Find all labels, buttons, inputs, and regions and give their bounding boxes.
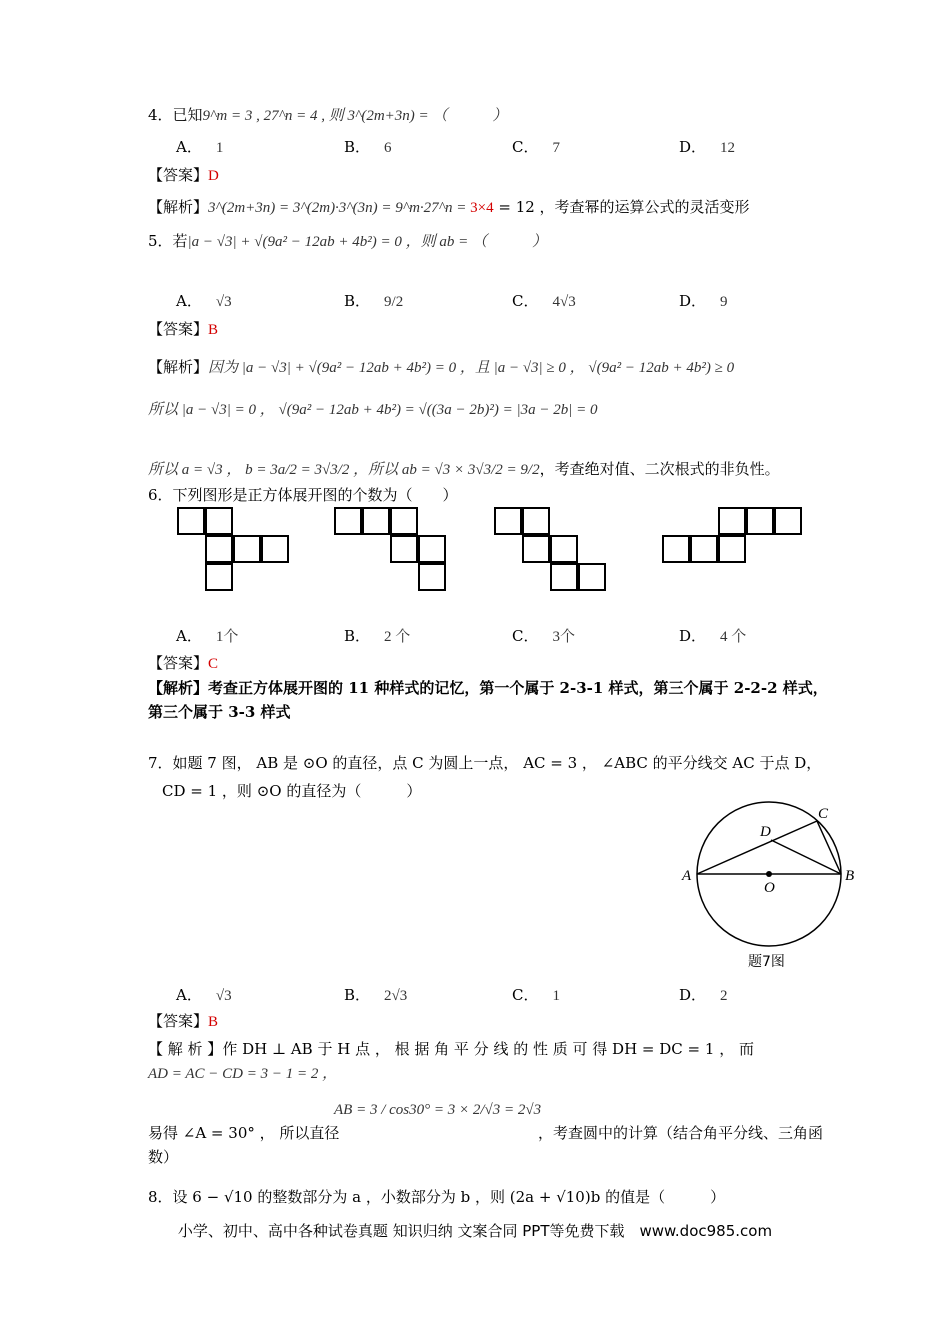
page-footer: 小学、初中、高中各种试卷真题 知识归纳 文案合同 PPT等免费下载 www.doc985.com [177,1222,773,1240]
q4-stem: 4．已知9^m = 3 , 27^n = 4 , 则 3^(2m+3n) = （ ） [148,106,508,124]
q7-option-d: D． 2 [679,986,728,1004]
q6-analysis-line1: 【解析】考查正方体展开图的 11 种样式的记忆，第一个属于 2-3-1 样式，第三个属于 2-2-2 样式， [148,679,828,697]
q8-stem: 8．设 6 − √10 的整数部分为 a ，小数部分为 b ，则 (2a + √10)b 的值是（ ） [148,1188,726,1206]
circle-figure [676,800,856,975]
q5-analysis-line1: 【解析】因为 |a − √3| + √(9a² − 12ab + 4b²) = 0 ，且 |a − √3| ≥ 0 ， √(9a² − 12ab + 4b²) ≥ 0 [148,358,735,376]
q7-stem-line1: 7．如题 7 图， AB 是 ⊙O 的直径，点 C 为圆上一点， AC = 3 ， ∠ABC 的平分线交 AC 于点 D， [148,754,822,772]
q7-analysis-formula: AB = 3 / cos30° = 3 × 2/√3 = 2√3 [334,1102,542,1118]
q7-analysis-line3: 易得 ∠A = 30° ， 所以直径 [148,1124,340,1142]
label-a: A [682,868,692,884]
figure-caption: 题7图 [748,954,785,970]
q7-answer: 【答案】B [148,1012,219,1030]
q7-stem-line2: CD = 1 ，则 ⊙O 的直径为（ ） [162,782,422,800]
q6-analysis-line2: 第三个属于 3-3 样式 [148,703,291,721]
q4-answer: 【答案】D [148,166,219,184]
q7-analysis-line4: 数） [148,1148,179,1166]
q5-option-b: B． 9/2 [344,292,404,310]
q7-analysis-line3-tail: ，考查圆中的计算（结合角平分线、三角函 [538,1124,824,1142]
q4-option-d: D． 12 [679,138,736,156]
q7-option-b: B． 2√3 [344,986,408,1004]
q4-option-a: A． 1 [176,138,224,156]
q4-option-c: C． 7 [512,138,560,156]
chord-ac [697,821,817,874]
q4-formula: 9^m = 3 , 27^n = 4 , 则 3^(2m+3n) = （ ） [202,108,508,124]
q6-stem: 6．下列图形是正方体展开图的个数为（ ） [148,486,458,504]
q6-option-c: C． 3个 [512,627,575,645]
q7-analysis-line2: AD = AC − CD = 3 − 1 = 2 ， [148,1066,338,1082]
q5-analysis-line2: 所以 |a − √3| = 0 ， √(9a² − 12ab + 4b²) = √((3a − 2b)²) = |3a − 2b| = 0 [148,402,598,418]
q7-analysis-line1: 【 解 析 】作 DH ⊥ AB 于 H 点 ， 根 据 角 平 分 线 的 性 质 可 得 DH = DC = 1 ， 而 [148,1040,754,1058]
q4-option-b: B． 6 [344,138,392,156]
chord-cb [817,821,841,874]
q5-option-c: C． 4√3 [512,292,576,310]
q6-answer: 【答案】C [148,654,219,672]
q5-stem: 5．若|a − √3| + √(9a² − 12ab + 4b²) = 0 ，则 ab = （ ） [148,232,547,250]
q4-analysis: 【解析】3^(2m+3n) = 3^(2m)·3^(3n) = 9^m·27^n = 3×4 = 12 ，考查幂的运算公式的灵活变形 [148,198,750,216]
q7-option-a: A． √3 [176,986,232,1004]
center-point-o [766,871,772,877]
q6-option-d: D． 4 个 [679,627,747,645]
q6-option-a: A． 1个 [176,627,239,645]
q5-answer: 【答案】B [148,320,219,338]
label-o: O [764,880,775,896]
bisector-bd [771,840,841,874]
q5-analysis-line3: 所以 a = √3 ， b = 3a/2 = 3√3/2 ，所以 ab = √3 × 3√3/2 = 9/2，考查绝对值、二次根式的非负性。 [148,460,780,478]
label-c: C [818,806,829,822]
q7-option-c: C． 1 [512,986,560,1004]
label-d: D [760,824,771,840]
q5-option-a: A． √3 [176,292,232,310]
q5-option-d: D． 9 [679,292,728,310]
q6-option-b: B． 2 个 [344,627,411,645]
label-b: B [845,868,855,884]
